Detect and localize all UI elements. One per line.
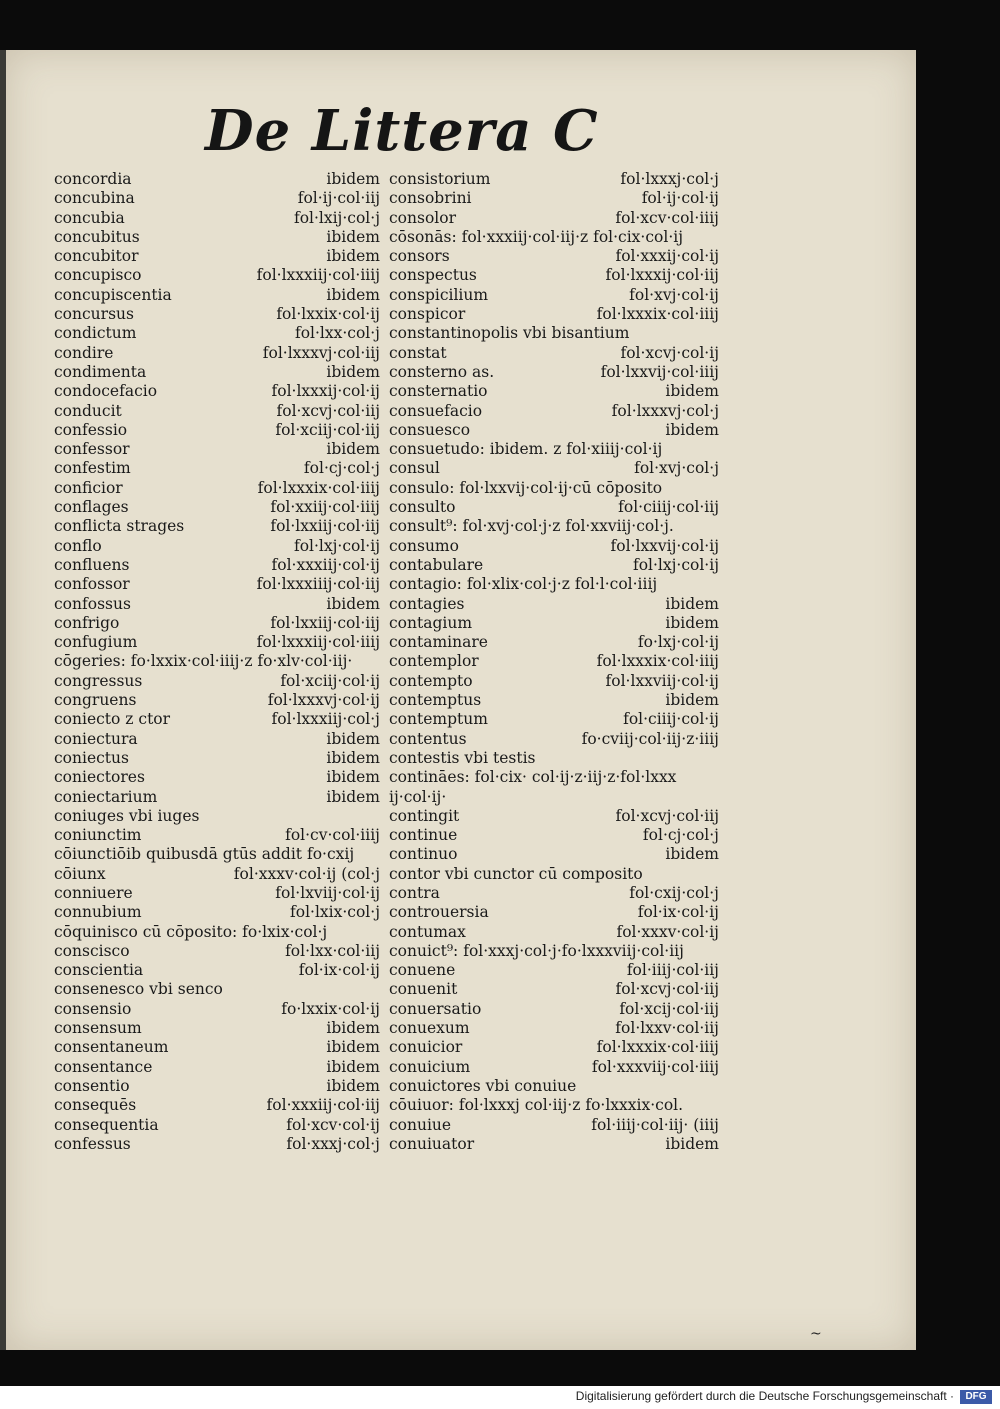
index-term: conspectus: [389, 266, 477, 285]
index-term: conuersatio: [389, 999, 482, 1018]
index-entry: [54, 266, 380, 285]
index-entry: [389, 652, 719, 671]
footer-credit: Digitalisierung gefördert durch die Deutsche Forschungsgemeinschaft ·: [575, 1389, 954, 1403]
index-term: contaminare: [389, 633, 488, 652]
index-reference: fol·lxxxvj·col·iij: [262, 343, 380, 362]
index-term: consensio: [54, 999, 132, 1018]
index-term: consuefacio: [389, 401, 483, 420]
index-reference: fol·lxxxix·col·iiij: [257, 478, 380, 497]
index-term: conducit: [54, 401, 122, 420]
index-reference: fol·xciij·col·ij: [280, 671, 380, 690]
index-entry: [389, 402, 719, 421]
index-entry: [389, 749, 719, 768]
index-term: concursus: [54, 305, 134, 324]
index-entry: [54, 614, 380, 633]
index-term: consequēs: [54, 1096, 137, 1115]
index-reference: ibidem: [326, 1038, 380, 1057]
index-term: condocefacio: [54, 382, 158, 401]
index-entry: [389, 614, 719, 633]
index-reference: fol·lxxxvj·col·j: [611, 401, 719, 420]
index-entry: [389, 170, 719, 189]
index-term: consors: [389, 247, 450, 266]
index-entry: [389, 1000, 719, 1019]
index-entry: [389, 865, 719, 884]
index-term: cōgeries: fo·lxxix·col·iiij·z fo·xlv·col·iij·: [54, 652, 353, 671]
index-term: cōuiuor: fol·lxxxj col·iij·z fo·lxxxix·col.: [389, 1096, 684, 1115]
index-term: contor vbi cunctor cū composito: [389, 864, 643, 883]
index-entry: [54, 903, 380, 922]
index-term: concubia: [54, 208, 125, 227]
index-term: constantinopolis vbi bisantium: [389, 324, 630, 343]
index-reference: ibidem: [326, 787, 380, 806]
index-term: contemplor: [389, 652, 479, 671]
index-reference: fol·lxj·col·ij: [293, 536, 380, 555]
index-entry: [54, 1000, 380, 1019]
index-reference: ibidem: [665, 1134, 719, 1153]
index-term: consumo: [389, 536, 459, 555]
index-reference: ibidem: [326, 227, 380, 246]
index-reference: fol·lxxxix·col·iiij: [596, 1038, 719, 1057]
index-entry: [54, 575, 380, 594]
index-term: consentaneum: [54, 1038, 169, 1057]
index-entry: [54, 768, 380, 787]
index-entry: [389, 903, 719, 922]
index-entry: [389, 633, 719, 652]
index-term: concubina: [54, 189, 135, 208]
index-entry: [389, 1135, 719, 1154]
index-reference: ibidem: [326, 247, 380, 266]
index-term: confestim: [54, 459, 131, 478]
index-entry: [54, 537, 380, 556]
index-term: consuesco: [389, 420, 471, 439]
index-entry: [389, 691, 719, 710]
index-entry: [54, 1135, 380, 1154]
index-term: confessor: [54, 440, 130, 459]
index-entry: [389, 459, 719, 478]
index-entry: [54, 421, 380, 440]
index-term: coniectus: [54, 748, 129, 767]
index-reference: fol·xxxj·col·j: [286, 1134, 380, 1153]
index-entry: [54, 826, 380, 845]
index-entry: [54, 209, 380, 228]
index-term: coniuges vbi iuges: [54, 806, 200, 825]
index-reference: fol·ciiij·col·ij: [623, 710, 719, 729]
index-entry: [54, 710, 380, 729]
index-entry: [389, 363, 719, 382]
index-reference: fol·lxxvij·col·iiij: [600, 362, 719, 381]
index-column-left: [54, 170, 380, 1154]
index-term: coniectura: [54, 729, 138, 748]
index-entry: [54, 961, 380, 980]
index-entry: [389, 961, 719, 980]
index-reference: fol·lxxiij·col·iij: [270, 613, 380, 632]
index-reference: ibidem: [326, 594, 380, 613]
index-entry: [54, 1116, 380, 1135]
index-term: conscisco: [54, 941, 130, 960]
index-entry: [389, 517, 719, 536]
index-reference: fol·lxx·col·j: [294, 324, 380, 343]
index-reference: fol·xvj·col·ij: [629, 285, 719, 304]
index-reference: ibidem: [326, 440, 380, 459]
index-term: conniuere: [54, 883, 133, 902]
index-term: coniectores: [54, 768, 145, 787]
index-entry: [389, 537, 719, 556]
index-reference: fol·lxxxix·col·iiij: [596, 652, 719, 671]
index-entry: [54, 980, 380, 999]
index-term: conficior: [54, 478, 123, 497]
index-reference: fol·xxxviij·col·iiij: [591, 1057, 719, 1076]
index-reference: fol·lxxxiiij·col·iij: [256, 575, 380, 594]
index-term: concubitor: [54, 247, 139, 266]
index-reference: ibidem: [326, 1057, 380, 1076]
index-entry: [54, 672, 380, 691]
index-term: conuiue: [389, 1115, 452, 1134]
index-term: cōquinisco cū cōposito: fo·lxix·col·j: [54, 922, 328, 941]
index-term: confossor: [54, 575, 130, 594]
index-reference: fol·lxx·col·iij: [285, 941, 380, 960]
index-term: confessio: [54, 420, 128, 439]
index-term: contagio: fol·xlix·col·j·z fol·l·col·iiij: [389, 575, 658, 594]
index-reference: ibidem: [326, 1019, 380, 1038]
index-term: concubitus: [54, 227, 140, 246]
index-reference: ibidem: [326, 768, 380, 787]
index-entry: [54, 228, 380, 247]
index-term: conspicor: [389, 305, 466, 324]
index-term: conuene: [389, 961, 456, 980]
index-reference: ibidem: [665, 845, 719, 864]
index-term: confrigo: [54, 613, 120, 632]
index-term: consistorium: [389, 170, 491, 188]
index-reference: fol·lxxix·col·ij: [276, 305, 380, 324]
index-entry: [389, 1058, 719, 1077]
index-reference: ibidem: [326, 285, 380, 304]
index-term: confessus: [54, 1134, 131, 1153]
index-term: confugium: [54, 633, 138, 652]
index-entry: [54, 595, 380, 614]
index-term: concupisco: [54, 266, 142, 285]
index-reference: fol·xcv·col·iiij: [615, 208, 719, 227]
index-reference: fol·cj·col·j: [303, 459, 380, 478]
index-entry: [54, 556, 380, 575]
index-term: conuicium: [389, 1057, 471, 1076]
index-reference: fol·lxxxiij·col·iiij: [256, 633, 380, 652]
index-entry: [389, 1019, 719, 1038]
index-reference: fol·iiij·col·iij: [626, 961, 719, 980]
index-term: conuenit: [389, 980, 458, 999]
index-reference: ibidem: [326, 170, 380, 188]
index-reference: fol·lxix·col·j: [290, 903, 380, 922]
index-entry: [389, 710, 719, 729]
index-column-right: [389, 170, 719, 1154]
index-entry: [389, 479, 719, 498]
index-entry: [389, 421, 719, 440]
index-term: consternatio: [389, 382, 488, 401]
index-reference: fol·ciiij·col·iij: [618, 498, 719, 517]
index-reference: ibidem: [326, 1076, 380, 1095]
index-entry: [54, 730, 380, 749]
index-term: consobrini: [389, 189, 472, 208]
index-entry: [389, 788, 719, 807]
index-entry: [54, 633, 380, 652]
index-entry: [389, 980, 719, 999]
index-entry: [54, 845, 380, 864]
index-entry: [389, 1096, 719, 1115]
index-entry: [54, 807, 380, 826]
index-reference: fol·cv·col·iiij: [285, 826, 380, 845]
index-reference: fol·lxxxij·col·ij: [271, 382, 380, 401]
index-entry: [389, 923, 719, 942]
index-reference: fol·lxxviij·col·ij: [605, 671, 719, 690]
index-reference: fol·xcvj·col·iij: [615, 806, 719, 825]
index-entry: [389, 672, 719, 691]
index-entry: [389, 440, 719, 459]
index-entry: [389, 556, 719, 575]
index-term: consult⁹: fol·xvj·col·j·z fol·xxviij·col·j.: [389, 517, 674, 536]
index-term: consensum: [54, 1019, 142, 1038]
index-entry: [54, 247, 380, 266]
index-term: ij·col·ij·: [389, 787, 447, 806]
index-reference: fo·cviij·col·iij·z·iiij: [581, 729, 719, 748]
index-reference: fol·ix·col·ij: [298, 961, 380, 980]
index-entry: [54, 788, 380, 807]
index-term: contināes: fol·cix· col·ij·z·iij·z·fol·lxxx: [389, 768, 677, 787]
index-term: consuetudo: ibidem. z fol·xiiij·col·ij: [389, 440, 663, 459]
index-entry: [389, 266, 719, 285]
index-entry: [54, 652, 380, 671]
index-term: contra: [389, 883, 440, 902]
index-term: consentio: [54, 1076, 130, 1095]
index-reference: ibidem: [665, 420, 719, 439]
index-term: constat: [389, 343, 447, 362]
index-term: contempto: [389, 671, 473, 690]
index-term: concordia: [54, 170, 132, 188]
index-entry: [389, 382, 719, 401]
index-entry: [389, 498, 719, 517]
index-term: contemptum: [389, 710, 488, 729]
index-entry: [54, 498, 380, 517]
index-reference: ibidem: [326, 729, 380, 748]
index-term: conflicta strages: [54, 517, 185, 536]
index-term: coniecto z ctor: [54, 710, 171, 729]
index-entry: [54, 344, 380, 363]
index-term: condire: [54, 343, 114, 362]
index-entry: [54, 324, 380, 343]
page-heading: De Littera C: [205, 98, 599, 164]
index-entry: [54, 286, 380, 305]
index-term: consulto: [389, 498, 456, 517]
index-term: cōiunctiōib quibusdā gtūs addit fo·cxij: [54, 845, 355, 864]
index-reference: fol·xvj·col·j: [634, 459, 719, 478]
index-term: continue: [389, 826, 458, 845]
index-term: contabulare: [389, 555, 484, 574]
index-reference: fol·xcvj·col·iij: [276, 401, 380, 420]
index-reference: fol·xxxiij·col·ij: [271, 555, 380, 574]
index-entry: [54, 942, 380, 961]
index-reference: ibidem: [326, 748, 380, 767]
index-term: coniunctim: [54, 826, 142, 845]
index-entry: [54, 884, 380, 903]
index-reference: fol·lxxxj·col·j: [620, 170, 719, 188]
index-term: conuict⁹: fol·xxxj·col·j·fo·lxxxviij·col·iij: [389, 941, 684, 960]
index-entry: [54, 363, 380, 382]
index-reference: fol·lxxv·col·iij: [615, 1019, 719, 1038]
index-entry: [389, 730, 719, 749]
index-term: congruens: [54, 691, 137, 710]
index-term: consolor: [389, 208, 456, 227]
index-term: conuexum: [389, 1019, 470, 1038]
index-term: consul: [389, 459, 440, 478]
index-term: condimenta: [54, 362, 147, 381]
index-reference: fol·lxxxij·col·iij: [605, 266, 719, 285]
index-entry: [54, 1058, 380, 1077]
index-entry: [389, 1116, 719, 1135]
index-reference: fol·ij·col·iij: [297, 189, 380, 208]
index-reference: fol·xxxv·col·ij: [616, 922, 719, 941]
index-entry: [54, 691, 380, 710]
index-term: consenesco vbi senco: [54, 980, 223, 999]
index-reference: fol·lxxiij·col·iij: [270, 517, 380, 536]
index-term: contentus: [389, 729, 467, 748]
index-term: conuicior: [389, 1038, 463, 1057]
index-reference: ibidem: [326, 362, 380, 381]
index-entry: [389, 1038, 719, 1057]
index-entry: [389, 768, 719, 787]
digitization-footer: [0, 1386, 1000, 1409]
index-reference: fol·lxj·col·ij: [632, 555, 719, 574]
index-entry: [389, 247, 719, 266]
index-entry: [54, 305, 380, 324]
index-term: conuictores vbi conuiue: [389, 1076, 577, 1095]
index-reference: ibidem: [665, 382, 719, 401]
index-term: congressus: [54, 671, 143, 690]
index-reference: fol·lxxxvj·col·ij: [267, 691, 380, 710]
index-reference: ibidem: [665, 594, 719, 613]
index-term: conspicilium: [389, 285, 489, 304]
index-reference: fol·iiij·col·iij· (iiij: [591, 1115, 719, 1134]
index-reference: fol·cxij·col·j: [629, 883, 719, 902]
index-entry: [54, 440, 380, 459]
index-reference: fol·xxxiij·col·iij: [266, 1096, 380, 1115]
index-reference: fol·xxiij·col·iiij: [270, 498, 380, 517]
index-reference: ibidem: [665, 691, 719, 710]
index-term: consterno as.: [389, 362, 495, 381]
index-term: contumax: [389, 922, 466, 941]
index-reference: fol·xxxij·col·ij: [615, 247, 719, 266]
index-reference: fol·lxxxiij·col·j: [271, 710, 380, 729]
index-term: contestis vbi testis: [389, 748, 536, 767]
index-entry: [389, 575, 719, 594]
index-reference: fol·ix·col·ij: [637, 903, 719, 922]
index-entry: [54, 865, 380, 884]
index-term: consulo: fol·lxxvij·col·ij·cū cōposito: [389, 478, 663, 497]
index-term: confossus: [54, 594, 131, 613]
index-entry: [54, 1077, 380, 1096]
index-entry: [389, 884, 719, 903]
index-reference: fol·xcvj·col·ij: [620, 343, 719, 362]
index-reference: fol·xcvj·col·iij: [615, 980, 719, 999]
index-entry: [54, 1038, 380, 1057]
index-entry: [389, 324, 719, 343]
index-entry: [54, 170, 380, 189]
index-term: contagies: [389, 594, 465, 613]
index-term: condictum: [54, 324, 137, 343]
index-reference: fol·cj·col·j: [642, 826, 719, 845]
index-term: cōiunx: [54, 864, 106, 883]
index-term: confluens: [54, 555, 130, 574]
index-reference: fol·lxxxix·col·iiij: [596, 305, 719, 324]
index-entry: [54, 479, 380, 498]
index-term: contagium: [389, 613, 473, 632]
index-reference: fol·lxij·col·j: [293, 208, 380, 227]
index-entry: [54, 923, 380, 942]
index-term: conflo: [54, 536, 102, 555]
index-entry: [54, 749, 380, 768]
index-entry: [389, 209, 719, 228]
index-term: conscientia: [54, 961, 144, 980]
index-reference: fo·lxxix·col·ij: [281, 999, 380, 1018]
index-term: coniectarium: [54, 787, 158, 806]
index-term: controuersia: [389, 903, 489, 922]
index-entry: [389, 942, 719, 961]
index-term: conflages: [54, 498, 129, 517]
index-term: contemptus: [389, 691, 482, 710]
index-term: continuo: [389, 845, 458, 864]
index-entry: [389, 845, 719, 864]
index-entry: [389, 807, 719, 826]
index-reference: fol·lxxxiij·col·iiij: [256, 266, 380, 285]
index-reference: ibidem: [665, 613, 719, 632]
index-reference: fol·xciij·col·iij: [275, 420, 380, 439]
index-entry: [389, 344, 719, 363]
index-reference: fol·lxviij·col·ij: [275, 883, 380, 902]
index-entry: [389, 1077, 719, 1096]
index-term: concupiscentia: [54, 285, 172, 304]
index-reference: fol·lxxvij·col·ij: [610, 536, 719, 555]
index-entry: [389, 189, 719, 208]
index-entry: [54, 382, 380, 401]
index-term: consentance: [54, 1057, 153, 1076]
index-entry: [389, 595, 719, 614]
index-entry: [54, 1019, 380, 1038]
index-term: cōsonās: fol·xxxiij·col·iij·z fol·cix·col·ij: [389, 227, 684, 246]
dfg-logo-icon: DFG: [960, 1390, 992, 1404]
index-entry: [54, 189, 380, 208]
index-entry: [389, 286, 719, 305]
index-reference: fol·xxxv·col·ij (col·j: [233, 864, 380, 883]
index-term: connubium: [54, 903, 142, 922]
margin-mark: ~: [810, 1326, 822, 1342]
index-reference: fol·xcij·col·iij: [619, 999, 719, 1018]
index-entry: [54, 402, 380, 421]
index-term: contingit: [389, 806, 460, 825]
index-reference: fol·xcv·col·ij: [286, 1115, 380, 1134]
index-entry: [54, 1096, 380, 1115]
index-entry: [389, 228, 719, 247]
index-reference: fol·ij·col·ij: [641, 189, 719, 208]
index-entry: [54, 517, 380, 536]
index-term: conuiuator: [389, 1134, 475, 1153]
index-reference: fo·lxj·col·ij: [637, 633, 719, 652]
index-term: consequentia: [54, 1115, 159, 1134]
index-entry: [54, 459, 380, 478]
index-entry: [389, 826, 719, 845]
index-entry: [389, 305, 719, 324]
